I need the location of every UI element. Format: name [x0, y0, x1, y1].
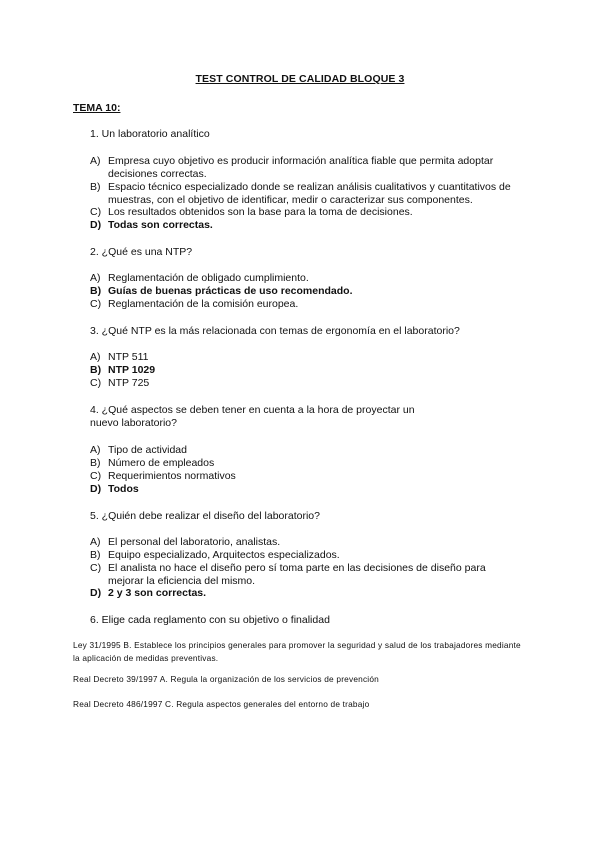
option-text: NTP 725 [108, 377, 150, 389]
q4-option-d [90, 483, 530, 496]
option-letter: A) [90, 536, 101, 548]
option-letter: A) [90, 444, 101, 456]
option-text: Los resultados obtenidos son la base para la toma de decisiones. [108, 206, 413, 218]
option-letter: B) [90, 181, 101, 193]
q3-option-b [90, 364, 530, 377]
option-text: El personal del laboratorio, analistas. [108, 536, 281, 548]
option-text: 2 y 3 son correctas. [108, 587, 207, 599]
q5-option-d [90, 587, 530, 600]
option-text: Tipo de actividad [108, 444, 187, 456]
option-text: Empresa cuyo objetivo es producir información analítica fiable que permita adoptar decisiones correctas. [108, 155, 494, 180]
question-6: 6. Elige cada reglamento con su objetivo o finalidad [90, 614, 330, 626]
q1-option-d [90, 219, 530, 232]
option-letter: B) [90, 364, 102, 376]
question-5: 5. ¿Quién debe realizar el diseño del laboratorio? [90, 510, 320, 522]
q5-option-c [90, 562, 530, 587]
option-letter: C) [90, 562, 102, 574]
question-3: 3. ¿Qué NTP es la más relacionada con temas de ergonomía en el laboratorio? [90, 325, 460, 337]
law-rd-39-1997: Real Decreto 39/1997 A. Regula la organización de los servicios de prevención [73, 674, 379, 684]
option-letter: C) [90, 470, 102, 482]
option-text: NTP 511 [108, 351, 149, 363]
option-letter: D) [90, 483, 102, 495]
option-letter: B) [90, 457, 101, 469]
option-text: Reglamentación de la comisión europea. [108, 298, 299, 310]
question-1: 1. Un laboratorio analítico [90, 128, 210, 140]
document-title: TEST CONTROL DE CALIDAD BLOQUE 3 [195, 73, 405, 85]
q3-option-c [90, 377, 530, 390]
q2-option-c [90, 298, 530, 311]
option-letter: C) [90, 206, 102, 218]
question-4: 4. ¿Qué aspectos se deben tener en cuenta a la hora de proyectar un nuevo laboratorio? [90, 404, 415, 429]
q1-option-c [90, 206, 530, 219]
option-letter: C) [90, 298, 102, 310]
q1-option-a [90, 155, 530, 180]
q4-option-c [90, 470, 530, 483]
law-ley-31-1995: Ley 31/1995 B. Establece los principios generales para promover la seguridad y salud de los trabajadores mediante la aplicación de medidas preventivas. [73, 640, 521, 663]
section-heading: TEMA 10: [73, 102, 121, 114]
option-text: Número de empleados [108, 457, 215, 469]
q5-option-a [90, 536, 530, 549]
option-letter: A) [90, 272, 101, 284]
q3-option-a [90, 351, 530, 364]
q1-option-b [90, 181, 530, 206]
option-letter: B) [90, 549, 101, 561]
option-letter: C) [90, 377, 102, 389]
option-text: Espacio técnico especializado donde se realizan análisis cualitativos y cuantitativos de muestras, con el objetivo de identificar, medir o caracterizar sus componentes. [108, 181, 511, 206]
q4-option-b [90, 457, 530, 470]
q2-option-a [90, 272, 530, 285]
question-2: 2. ¿Qué es una NTP? [90, 246, 193, 258]
option-text: NTP 1029 [108, 364, 156, 376]
law-rd-486-1997: Real Decreto 486/1997 C. Regula aspectos generales del entorno de trabajo [73, 699, 370, 709]
option-letter: D) [90, 587, 102, 599]
option-letter: A) [90, 351, 101, 363]
option-text: Todos [108, 483, 139, 495]
option-text: El analista no hace el diseño pero sí toma parte en las decisiones de diseño para mejorar la eficiencia del mismo. [108, 562, 486, 587]
option-text: Todas son correctas. [108, 219, 213, 231]
option-text: Equipo especializado, Arquitectos especializados. [108, 549, 340, 561]
q2-option-b [90, 285, 530, 298]
option-text: Requerimientos normativos [108, 470, 236, 482]
option-letter: A) [90, 155, 101, 167]
option-letter: B) [90, 285, 102, 297]
option-letter: D) [90, 219, 102, 231]
option-text: Guías de buenas prácticas de uso recomendado. [108, 285, 353, 297]
option-text: Reglamentación de obligado cumplimiento. [108, 272, 309, 284]
q5-option-b [90, 549, 530, 562]
q4-option-a [90, 444, 530, 457]
